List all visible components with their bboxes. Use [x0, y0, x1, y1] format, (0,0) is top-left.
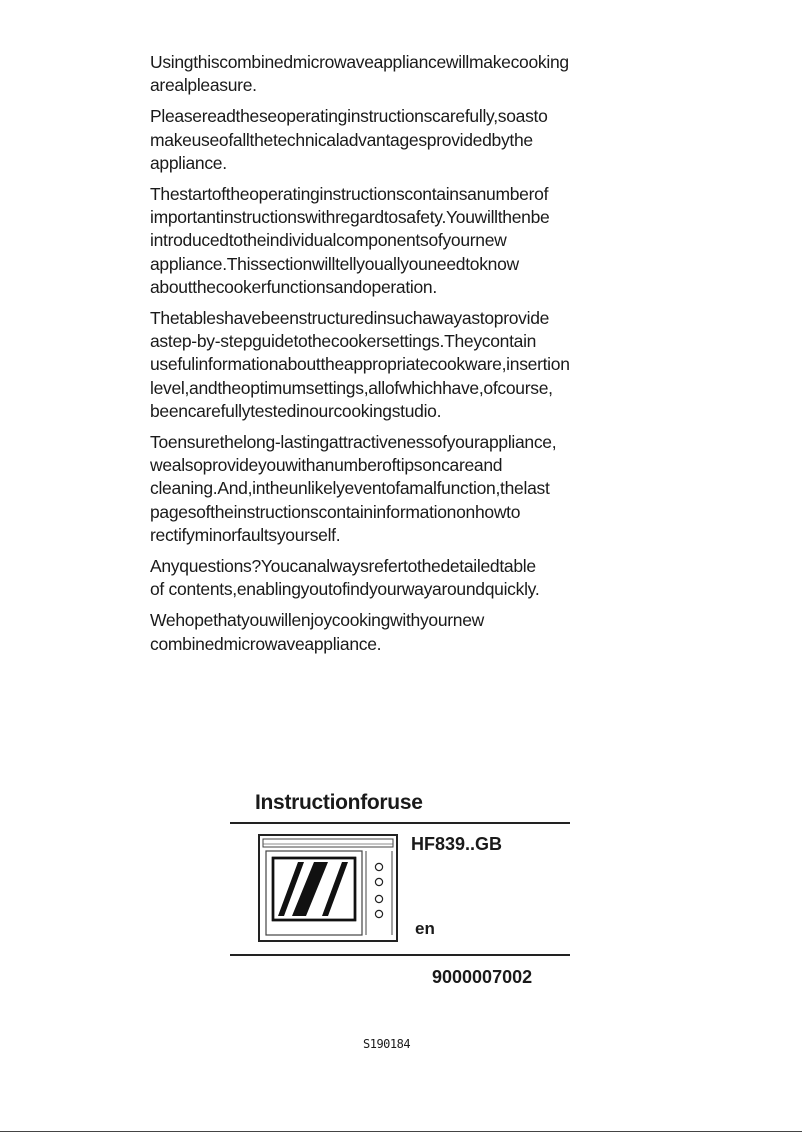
intro-paragraph-5: Toensurethelong-lastingattractivenessofyourappliance, wealsoprovideyouwithanumberoftipsoncareand cleaning.And,intheunlikelyeventofamalfunction,thelast pagesoftheinstructionscontaininformationonhowto rectifyminorfaultsyourself.: [150, 432, 557, 545]
cover-top-rule: [230, 822, 570, 824]
intro-paragraph-6: Anyquestions?Youcanalwaysrefertothedetailedtable of contents,enablingyoutofindyourwayaroundquickly.: [150, 556, 540, 600]
intro-paragraph-3: Thestartoftheoperatinginstructionscontainsanumberof importantinstructionswithregardtosafety.Youwillthenbe introducedtotheindividualcomponentsofyournew appliance.Thissectionwilltellyouallyouneedtoknow aboutthecookerfunctionsandoperation.: [150, 184, 550, 297]
intro-paragraph-7: Wehopethatyouwillenjoycookingwithyournew combinedmicrowaveappliance.: [150, 610, 484, 654]
intro-paragraph-2: Pleasereadtheseoperatinginstructionscarefully,soasto makeuseofallthetechnicaladvantagesprovidedbythe appliance.: [150, 106, 548, 173]
part-number: 9000007002: [432, 967, 533, 987]
footer-code: S190184: [363, 1037, 411, 1051]
intro-text: [150, 51, 620, 664]
intro-paragraph-1: Usingthiscombinedmicrowaveappliancewillmakecooking arealpleasure.: [150, 52, 569, 96]
oven-illustration-icon: [258, 834, 398, 942]
intro-paragraph-4: Thetableshavebeenstructuredinsuchawayastoprovide astep-by-stepguidetothecookersettings.Theycontain usefulinformationabouttheappropriatecookware,insertion level,andtheoptimumsettings,allofwhichhave,ofcourse, beencarefullytestedinourcookingstudio.: [150, 308, 570, 421]
language-code: en: [415, 919, 435, 938]
model-number: HF839..GB: [411, 834, 503, 854]
page-bottom-border: [0, 1131, 802, 1132]
cover-title: Instructionforuse: [255, 791, 423, 814]
cover-bottom-rule: [230, 954, 570, 956]
